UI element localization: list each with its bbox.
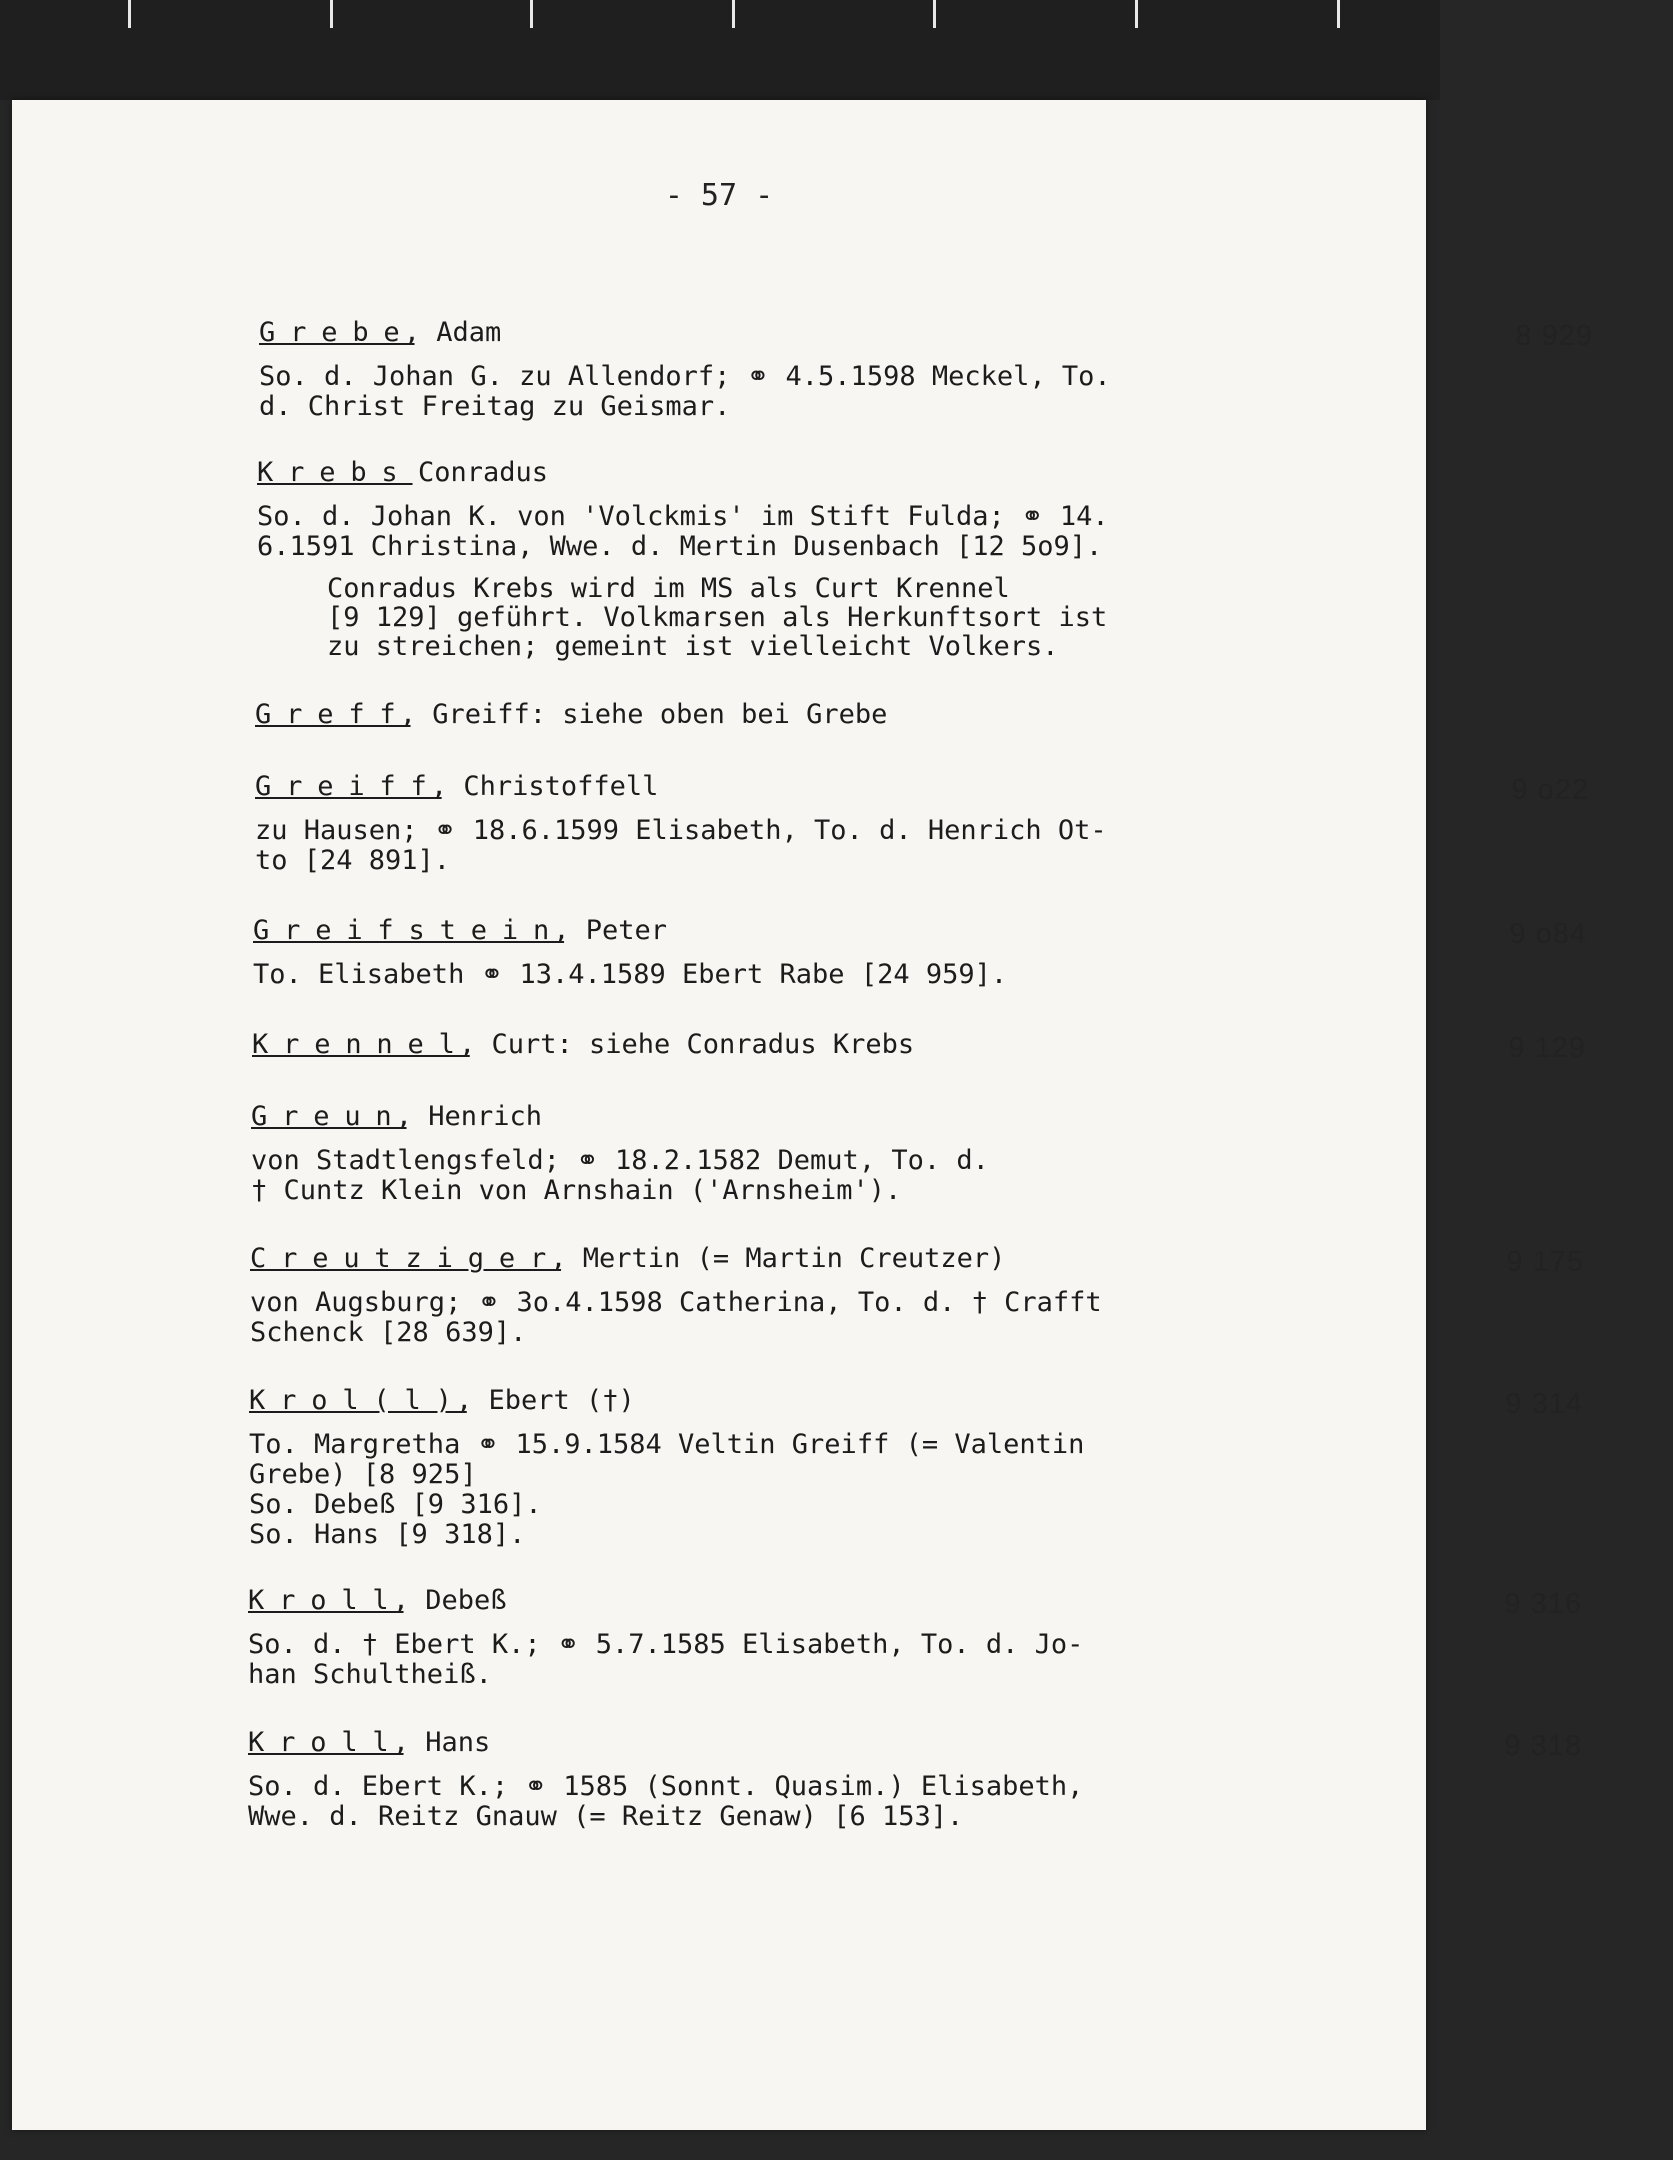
entry-ref-number: 9 175 — [1506, 1246, 1584, 1278]
scan-tick — [1135, 0, 1138, 28]
entry-heading — [248, 1584, 1662, 1618]
entry-kroll-hans — [12, 1726, 1662, 1832]
scan-tick — [330, 0, 333, 28]
entry-surname: Creutziger — [250, 1243, 562, 1274]
entry-given: , Hans — [392, 1727, 491, 1758]
scan-tick — [128, 0, 131, 28]
entry-heading — [250, 1242, 1664, 1276]
scan-tick — [1337, 0, 1340, 28]
entry-ref-number: 9 318 — [1504, 1730, 1582, 1762]
entry-greun — [12, 1100, 1665, 1206]
entry-given: , Adam — [403, 317, 502, 348]
entry-given: , Mertin (= Martin Creutzer) — [550, 1243, 1006, 1274]
entry-given: , Curt: siehe Conradus Krebs — [458, 1029, 915, 1060]
entry-ref-number: 9 314 — [1505, 1388, 1583, 1420]
entry-ref-number: 8 929 — [1515, 320, 1593, 352]
entry-krennel — [12, 1028, 1666, 1062]
entry-surname: Krol(l) — [249, 1385, 467, 1416]
entry-body: So. d. Ebert K.; ⚭ 1585 (Sonnt. Quasim.) Elisabeth, Wwe. d. Reitz Gnauw (= Reitz Genaw) [6 153]. — [248, 1771, 1084, 1832]
entry-given: , Christoffell — [430, 771, 659, 802]
entry-surname: Greiff — [255, 771, 442, 802]
entry-given: , Greiff: siehe oben bei Grebe — [399, 699, 888, 730]
scanner-edge — [0, 0, 1440, 100]
entry-heading — [255, 698, 1669, 732]
entry-kroll-ebert — [12, 1384, 1663, 1550]
entry-given: Conradus — [401, 457, 549, 488]
entry-body: So. d. Johan G. zu Allendorf; ⚭ 4.5.1598 Meckel, To. d. Christ Freitag zu Geismar. — [259, 361, 1111, 422]
scan-tick — [933, 0, 936, 28]
document-page — [12, 100, 1593, 2130]
entry-surname: Krennel — [252, 1029, 470, 1060]
scan-tick — [732, 0, 735, 28]
entry-given: , Henrich — [395, 1101, 543, 1132]
entry-greiff — [12, 770, 1669, 876]
entry-grebe — [12, 316, 1673, 422]
entry-body: zu Hausen; ⚭ 18.6.1599 Elisabeth, To. d. Henrich Ot- to [24 891]. — [255, 815, 1107, 876]
entry-ref-number: 9 o22 — [1511, 774, 1589, 806]
entry-surname: Grebe — [259, 317, 415, 348]
entry-given: , Peter — [553, 915, 668, 946]
scan-tick — [530, 0, 533, 28]
entry-body: von Augsburg; ⚭ 3o.4.1598 Catherina, To. d. † Crafft Schenck [28 639]. — [250, 1287, 1102, 1348]
entry-body: von Stadtlengsfeld; ⚭ 18.2.1582 Demut, To. d. † Cuntz Klein von Arnshain ('Arnsheim'). — [251, 1145, 989, 1206]
entry-surname: Kroll — [248, 1727, 404, 1758]
entry-surname: Greff — [255, 699, 411, 730]
entry-heading — [259, 316, 1673, 350]
entry-ref-number: 9 o84 — [1509, 918, 1587, 950]
entry-surname: Greifstein — [253, 915, 565, 946]
entry-surname: Greun — [251, 1101, 407, 1132]
entry-krebs — [12, 456, 1671, 661]
entry-surname: Kroll — [248, 1585, 404, 1616]
entry-kroll-debess — [12, 1584, 1662, 1690]
page-number: - 57 - — [664, 178, 774, 213]
entry-given: , Debeß — [392, 1585, 507, 1616]
entry-body: So. d. † Ebert K.; ⚭ 5.7.1585 Elisabeth, To. d. Jo- han Schultheiß. — [248, 1629, 1084, 1690]
entry-given: , Ebert (†) — [455, 1385, 635, 1416]
entry-greff — [12, 698, 1669, 732]
entry-ref-number: 9 129 — [1508, 1032, 1586, 1064]
entry-heading — [251, 1100, 1665, 1134]
entry-body: To. Elisabeth ⚭ 13.4.1589 Ebert Rabe [24 959]. — [253, 959, 1008, 990]
entry-heading — [248, 1726, 1662, 1760]
entry-creutziger — [12, 1242, 1664, 1348]
entry-body: So. d. Johan K. von 'Volckmis' im Stift Fulda; ⚭ 14. 6.1591 Christina, Wwe. d. Mertin Dusenbach [12 5o9]. — [257, 501, 1109, 562]
entry-heading — [253, 914, 1667, 948]
entry-heading — [252, 1028, 1666, 1062]
entry-body: To. Margretha ⚭ 15.9.1584 Veltin Greiff (= Valentin Grebe) [8 925] So. Debeß [9 316]. So. Hans [9 318]. — [249, 1429, 1085, 1550]
entry-heading — [249, 1384, 1663, 1418]
entry-ref-number: 9 316 — [1504, 1588, 1582, 1620]
entry-note: Conradus Krebs wird im MS als Curt Krennel [9 129] geführt. Volkmarsen als Herkunftsort ist zu streichen; gemeint ist vielleicht Volkers. — [327, 573, 1108, 662]
entry-greifstein — [12, 914, 1667, 990]
entry-heading — [257, 456, 1671, 490]
entry-surname: Krebs — [257, 457, 413, 488]
entry-heading — [255, 770, 1669, 804]
